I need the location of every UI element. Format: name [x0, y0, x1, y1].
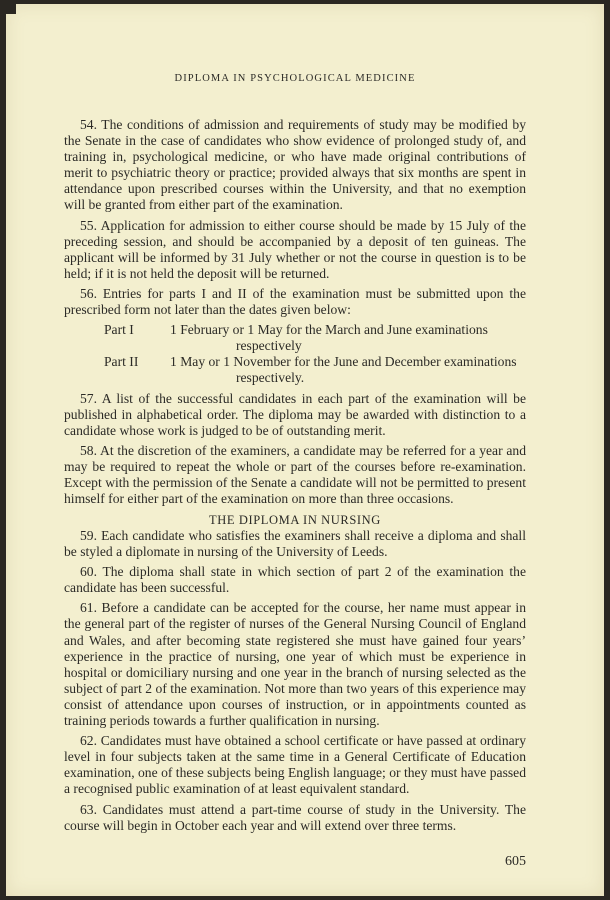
- paragraph-61: 61. Before a candidate can be accepted for the course, her name must appear in the general part of the register of nurses of the General Nursing Council of England and Wales, and after becoming state registered she must have gained four years’ experience in the practice of nursing, one year of which must be experience in hospital or domiciliary nursing and one year in the branch of nursing selected as the subject of part 2 of the examination. Not more than two years of this experience may consist of attendance upon courses of instruction, or in appointments counted as training periods towards a further qualification in nursing.: [64, 600, 526, 729]
- section-heading: THE DIPLOMA IN NURSING: [209, 513, 381, 527]
- paragraphs-top-block: [64, 117, 526, 511]
- entry-part-continuation: respectively: [236, 338, 302, 354]
- entry-part-label: Part I: [104, 322, 134, 338]
- paragraph-62: 62. Candidates must have obtained a school certificate or have passed at ordinary level in four subjects taken at the same time in a General Certificate of Education examination, one of these subjects being English language; or they must have passed a recognised public examination of at least equivalent standard.: [64, 733, 526, 797]
- entry-part-dates: 1 February or 1 May for the March and June examinations: [170, 322, 488, 338]
- paragraph-59: 59. Each candidate who satisfies the examiners shall receive a diploma and shall be styled a diplomate in nursing of the University of Leeds.: [64, 528, 526, 560]
- entry-part-label: Part II: [104, 354, 139, 370]
- paragraph-56: 56. Entries for parts I and II of the examination must be submitted upon the prescribed form not later than the dates given below:: [64, 285, 526, 318]
- page-number: 605: [505, 854, 526, 869]
- entry-part-2: [64, 354, 526, 370]
- paragraph-54: 54. The conditions of admission and requirements of study may be modified by the Senate in the case of candidates who show evidence of prolonged study of, and training in, psychological medicine, or who have made original contributions of merit to psychiatric theory or practice; provided always that six months are spent in attendance upon prescribed courses within the University, and that no exemption will be granted from either part of the examination.: [64, 117, 526, 213]
- paragraph-57: 57. A list of the successful candidates in each part of the examination will be published in alphabetical order. The diploma may be awarded with distinction to a candidate whose work is judged to be of outstanding merit.: [64, 390, 526, 438]
- entry-part-dates: 1 May or 1 November for the June and December examinations: [170, 354, 517, 370]
- paragraph-58: 58. At the discretion of the examiners, a candidate may be referred for a year and may be required to repeat the whole or part of the courses before re-examination. Except with the permission of the Senate a candidate will not be permitted to present himself for either part of the examination on more than three occasions.: [64, 442, 526, 507]
- entry-dates-list: [64, 322, 526, 386]
- running-head: DIPLOMA IN PSYCHOLOGICAL MEDICINE: [174, 73, 416, 84]
- document-page: [6, 4, 604, 896]
- entry-part-1: [64, 322, 526, 338]
- scan-corner: [6, 4, 16, 14]
- paragraph-60: 60. The diploma shall state in which section of part 2 of the examination the candidate has been successful.: [64, 564, 526, 596]
- paragraphs-bottom-block: [64, 528, 526, 838]
- paragraph-55: 55. Application for admission to either course should be made by 15 July of the preceding session, and should be accompanied by a deposit of ten guineas. The applicant will be informed by 31 July whether or not the course in question is to be held; if it is not held the deposit will be returned.: [64, 217, 526, 281]
- entry-part-continuation: respectively.: [236, 370, 305, 386]
- paragraph-63: 63. Candidates must attend a part-time course of study in the University. The course will begin in October each year and will extend over three terms.: [64, 801, 526, 833]
